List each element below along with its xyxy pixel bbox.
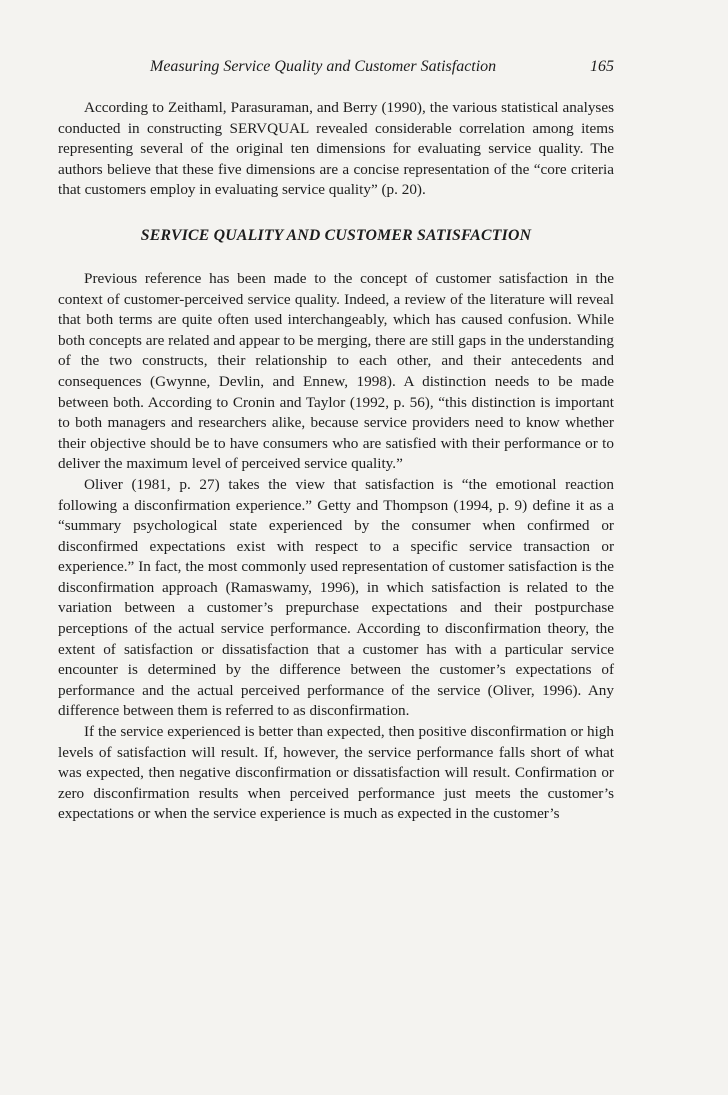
page-number: 165 [590,58,614,75]
paragraph-servqual-dimensions: According to Zeithaml, Parasuraman, and Berry (1990), the various statistical analyses conducted in constructing SERVQUAL revealed considerable correlation among items representing several of the original ten dimensions for evaluating service quality. The authors believe that these five dimensions are a concise representation of the “core criteria that customers employ in evaluating service quality” (p. 20). [58,99,614,199]
running-title: Measuring Service Quality and Customer Satisfaction [150,58,497,75]
section-heading: SERVICE QUALITY AND CUSTOMER SATISFACTION [140,226,532,244]
paragraph-positive-negative: If the service experienced is better than expected, then positive disconfirmation or high levels of satisfaction will result. If, however, the service performance falls short of what was expected, then negative disconfirmation or dissatisfaction will result. Confirmation or zero disconfirmation results when perceived performance just meets the customer’s expectations or when the service experience is much as expected in the customer’s [58,723,614,823]
paragraph-disconfirmation: Oliver (1981, p. 27) takes the view that satisfaction is “the emotional reaction following a disconfirmation experience.” Getty and Thompson (1994, p. 9) define it as a “summary psychological state experienced by the consumer when confirmed or disconfirmed expectations exist with respect to a specific service transaction or experience.” In fact, the most commonly used representation of customer satisfaction is the disconfirmation approach (Ramaswamy, 1996), in which satisfaction is related to the variation between a customer’s prepurchase expectations and their postpurchase perceptions of the actual service performance. According to disconfirmation theory, the extent of satisfaction or dissatisfaction that a customer has with a particular service encounter is determined by the difference between the customer’s expectations of performance and the actual perceived performance of the service (Oliver, 1996). Any difference between them is referred to as disconfirmation. [58,475,614,720]
paragraph-concept-distinction: Previous reference has been made to the concept of customer satisfaction in the context of customer-perceived service quality. Indeed, a review of the literature will reveal that both terms are quite often used interchangeably, which has caused confusion. While both concepts are related and appear to be merging, there are still gaps in the understanding of the two constructs, their relationship to each other, and their antecedents and consequences (Gwynne, Devlin, and Ennew, 1998). A distinction needs to be made between both. According to Cronin and Taylor (1992, p. 56), “this distinction is important to both managers and researchers alike, because service providers need to know whether their objective should be to have consumers who are satisfied with their performance or to deliver the maximum level of perceived service quality.” [58,269,614,473]
book-page [58,58,614,825]
running-header [58,58,614,82]
